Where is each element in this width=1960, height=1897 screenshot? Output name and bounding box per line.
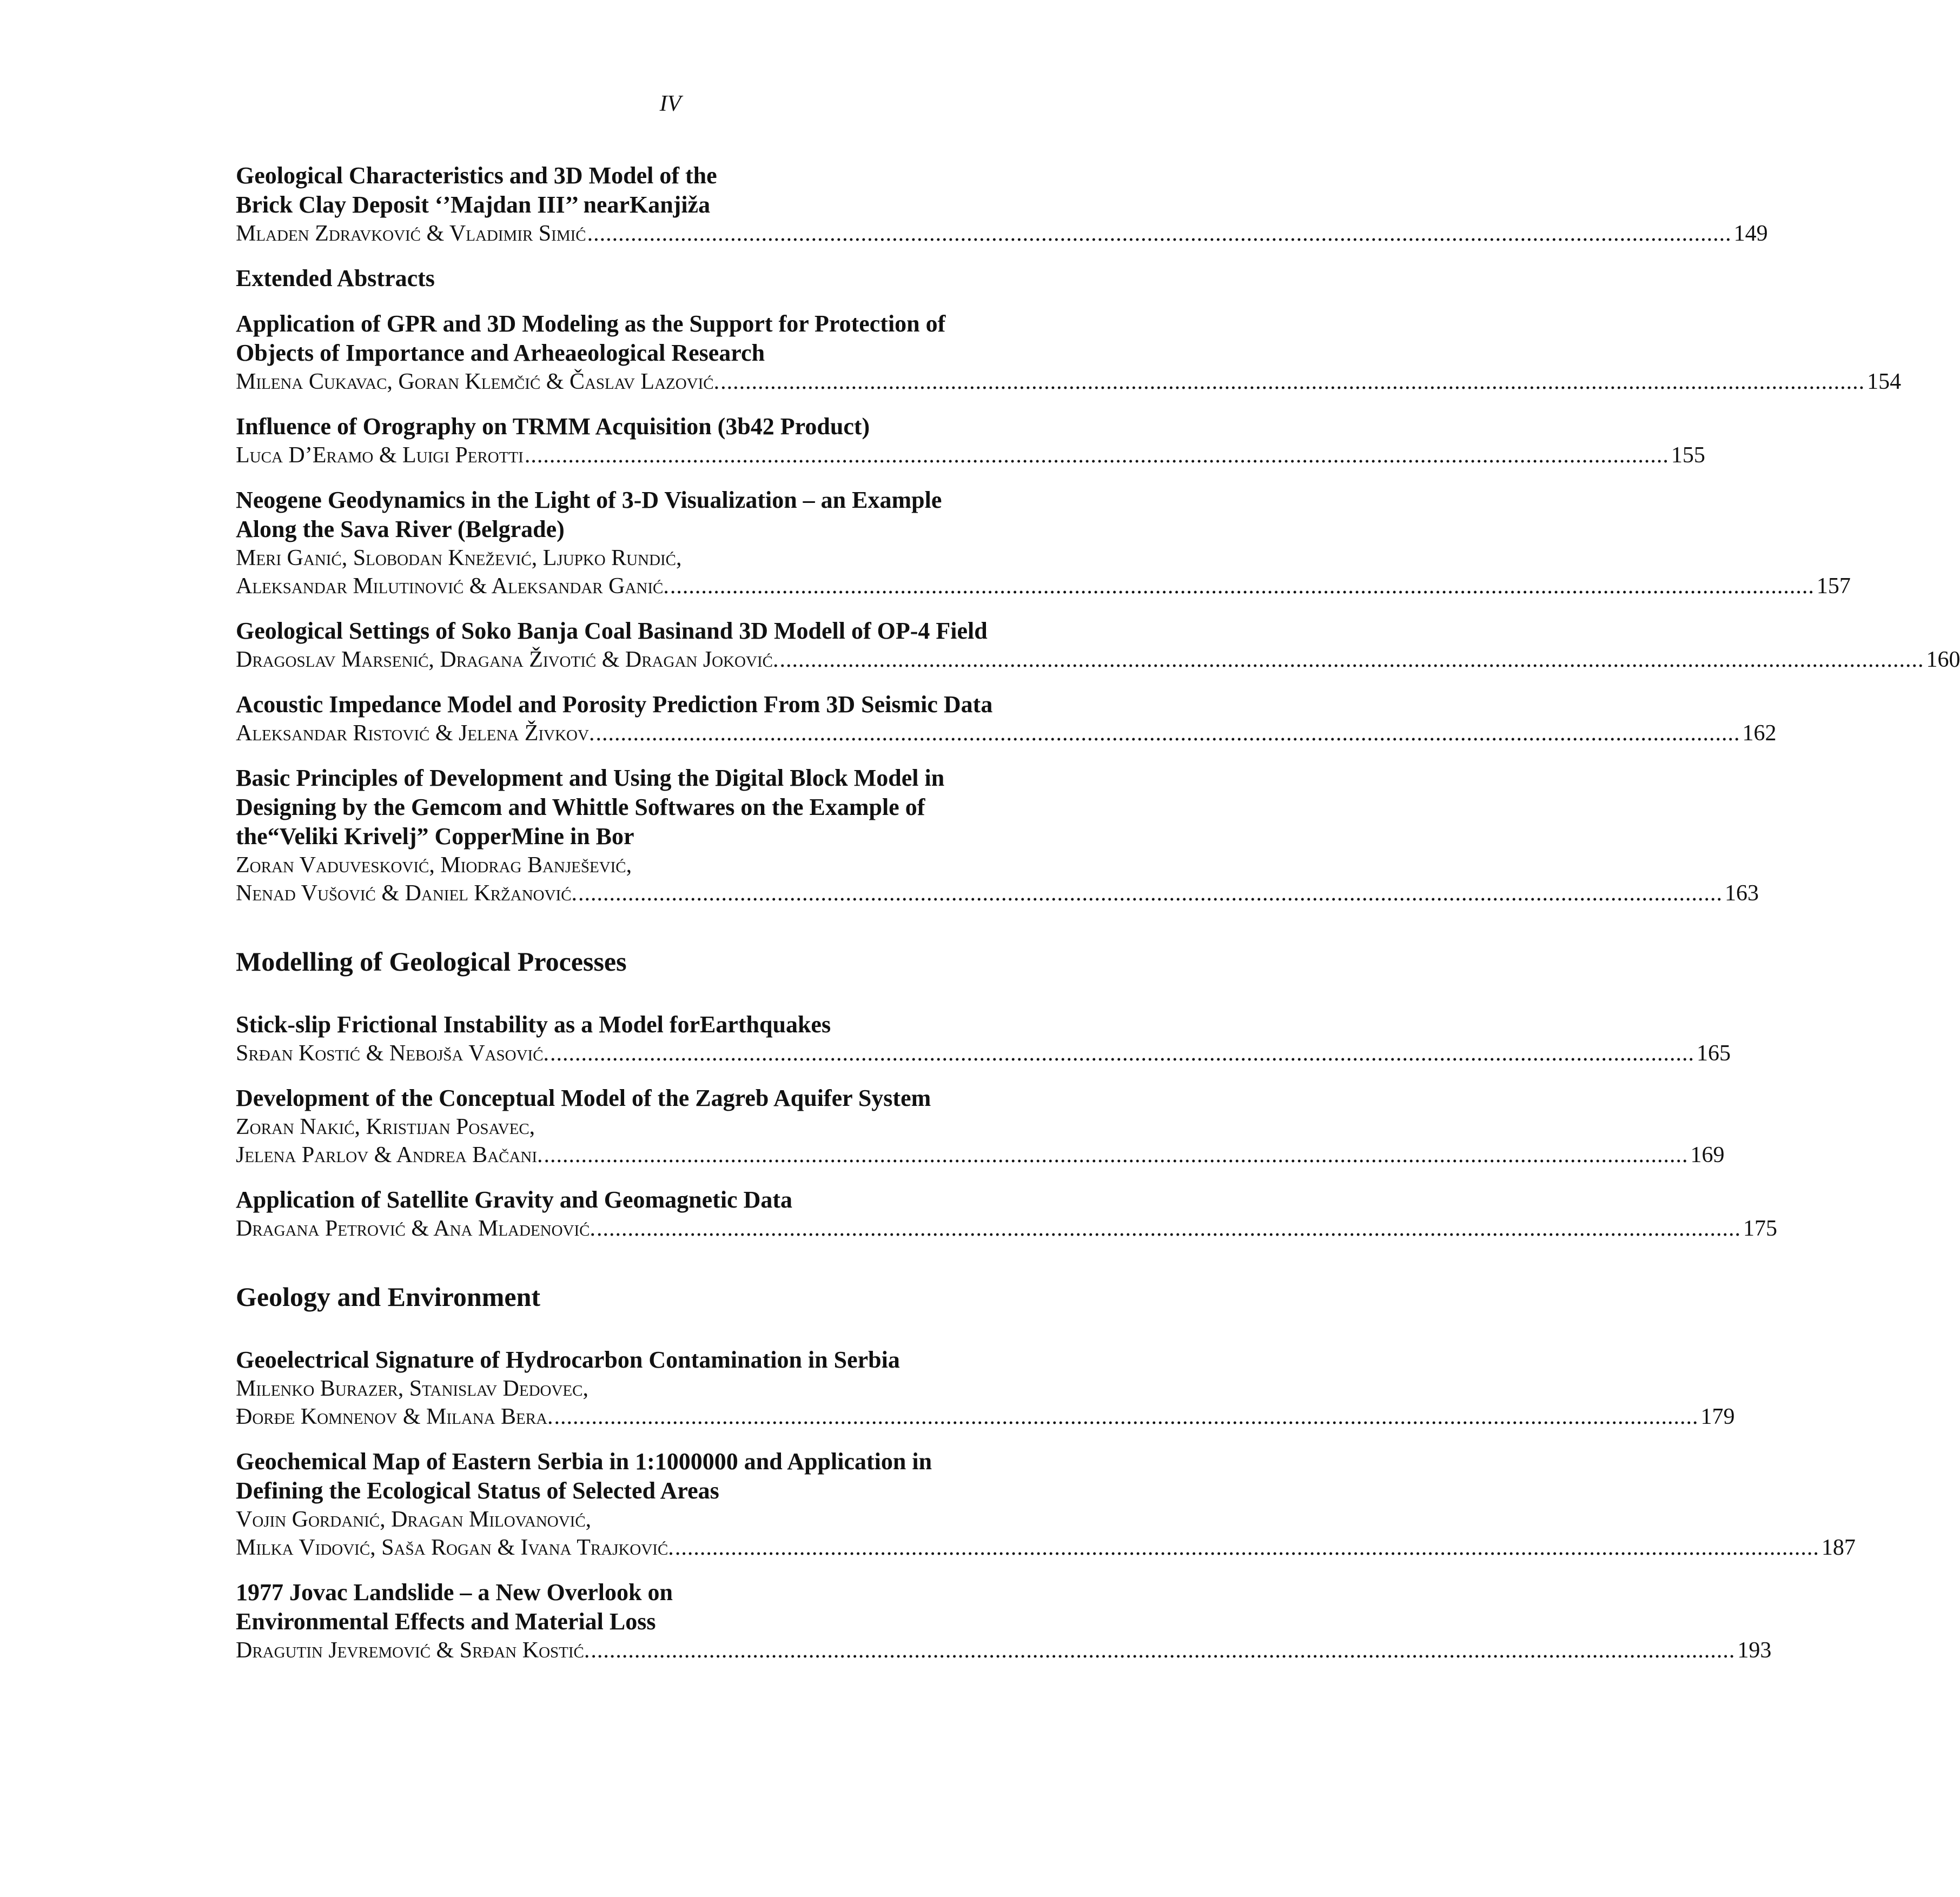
entry-page-number: 160 [1926,647,1960,672]
entry-title-line: Along the Sava River (Belgrade) [236,516,565,542]
toc-entry[interactable] [236,161,1768,248]
toc-entry[interactable] [236,690,1777,747]
entry-page-number: 165 [1697,1041,1731,1066]
entry-authors-text: Milena Cukavac, Goran Klemčić & Časlav Lazović. [236,369,720,394]
section-heading: Modelling of Geological Processes [236,946,627,977]
entry-title [236,309,1100,368]
table-of-contents [236,161,1960,1681]
entry-authors-text: Milka Vidović, Saša Rogan & Ivana Trajković. [236,1535,674,1560]
entry-title [236,1345,1100,1375]
entry-title-line: Objects of Importance and Arheaeological Research [236,340,765,366]
entry-title-line: Neogene Geodynamics in the Light of 3-D Visualization – an Example [236,487,942,513]
entry-authors-line [236,441,1705,469]
entry-authors [236,1375,1735,1431]
entry-page-number: 187 [1821,1535,1856,1560]
dot-leader: ........................................................................................................................................................................................ [578,881,1723,906]
entry-authors [236,1113,1725,1169]
entry-title-line: Geological Characteristics and 3D Model of the [236,162,717,189]
entry-authors-line [236,1636,1772,1664]
entry-authors-text: Nenad Vušović & Daniel Kržanović. [236,881,578,906]
entry-authors-line [236,1141,1725,1169]
entry-title [236,1578,1100,1636]
toc-entry[interactable] [236,1447,1856,1562]
entry-page-number: 157 [1816,574,1851,599]
dot-leader: ........................................................................................................................................................................................ [596,1216,1741,1241]
entry-title [236,486,1100,544]
entry-authors-line [236,1403,1735,1431]
dot-leader: ........................................................................................................................................................................................ [779,647,1924,672]
entry-page-number: 155 [1671,443,1705,468]
entry-title-line: Application of Satellite Gravity and Geomagnetic Data [236,1186,793,1213]
entry-page-number: 179 [1700,1404,1735,1429]
entry-title [236,1084,1100,1113]
entry-title-line: the“Veliki Krivelj” CopperMine in Bor [236,823,634,850]
entry-authors-text: Dragutin Jevremović & Srđan Kostić. [236,1638,590,1663]
section-heading: Geology and Environment [236,1282,541,1312]
dot-leader: ........................................................................................................................................................................................ [550,1041,1695,1066]
entry-title [236,161,1100,220]
entry-title-line: Stick-slip Frictional Instability as a Model forEarthquakes [236,1011,831,1038]
entry-authors-line [236,1215,1777,1243]
entry-authors-text: Srđan Kostić & Nebojša Vasović. [236,1041,549,1066]
entry-authors [236,441,1705,469]
entry-title [236,1010,1100,1039]
entry-authors-line [236,220,1768,248]
entry-authors [236,368,1902,396]
dot-leader: ........................................................................................................................................................................................ [595,721,1740,746]
entry-title [236,764,1100,851]
entry-authors-line: Vojin Gordanić, Dragan Milovanović, [236,1507,592,1532]
toc-entry[interactable] [236,1345,1735,1431]
entry-authors [236,719,1777,747]
entry-title-line: Geochemical Map of Eastern Serbia in 1:1000000 and Application in [236,1448,932,1475]
entry-page-number: 149 [1733,221,1768,246]
entry-title [236,1185,1100,1215]
entry-title-line: 1977 Jovac Landslide – a New Overlook on [236,1579,673,1606]
entry-authors-text: Aleksandar Ristović & Jelena Živkov. [236,721,595,746]
entry-authors-text: Đorđe Komnenov & Milana Bera. [236,1404,553,1429]
toc-entry[interactable] [236,412,1705,469]
entry-page-number: 154 [1867,369,1902,394]
entry-authors-line [236,368,1902,396]
entry-authors-line [236,719,1777,747]
entry-title [236,616,1100,646]
entry-authors-line [236,879,1759,907]
toc-entry[interactable] [236,1185,1777,1243]
toc-entry[interactable] [236,1578,1772,1664]
toc-entry[interactable] [236,486,1851,600]
entry-title-line: Influence of Orography on TRMM Acquisition (3b42 Product) [236,413,870,440]
entry-title-line: Defining the Ecological Status of Selected Areas [236,1477,719,1504]
entry-authors-text: Jelena Parlov & Andrea Bačani. [236,1143,543,1168]
entry-authors-text: Mladen Zdravković & Vladimir Simić [236,221,586,246]
entry-page-number: 175 [1743,1216,1777,1241]
entry-title-line: Development of the Conceptual Model of the Zagreb Aquifer System [236,1085,931,1111]
entry-authors-line [236,572,1851,600]
entry-page-number: 169 [1690,1143,1725,1168]
entry-title [236,412,1100,441]
entry-page-number: 163 [1725,881,1759,906]
entry-title-line: Geoelectrical Signature of Hydrocarbon Contamination in Serbia [236,1347,900,1373]
entry-authors [236,1636,1772,1664]
entry-authors-text: Dragoslav Marsenić, Dragana Životić & Dragan Joković. [236,647,779,672]
toc-entry[interactable] [236,764,1759,907]
dot-leader: ........................................................................................................................................................................................ [591,1638,1736,1663]
entry-page-number: 162 [1742,721,1777,746]
entry-authors [236,851,1759,907]
dot-leader: ........................................................................................................................................................................................ [720,369,1865,394]
entry-authors-text: Luca D’Eramo & Luigi Perotti [236,443,524,468]
entry-authors [236,1215,1777,1243]
page-number: IV [659,91,681,116]
entry-authors-line: Milenko Burazer, Stanislav Dedovec, [236,1376,588,1401]
entry-title-line: Geological Settings of Soko Banja Coal Basinand 3D Modell of OP-4 Field [236,618,988,644]
subsection-heading: Extended Abstracts [236,265,435,291]
entry-authors-text: Aleksandar Milutinović & Aleksandar Ganić. [236,574,669,599]
entry-authors [236,220,1768,248]
entry-authors-line [236,646,1960,674]
entry-authors-line: Zoran Vaduvesković, Miodrag Banješević, [236,853,632,878]
entry-title-line: Application of GPR and 3D Modeling as the Support for Protection of [236,310,946,337]
entry-title-line: Acoustic Impedance Model and Porosity Prediction From 3D Seismic Data [236,691,993,718]
entry-title [236,1447,1100,1505]
dot-leader: ........................................................................................................................................................................................ [554,1404,1699,1429]
entry-authors-line: Meri Ganić, Slobodan Knežević, Ljupko Rundić, [236,546,682,571]
dot-leader: ........................................................................................................................................................................................ [674,1535,1819,1560]
entry-authors-line: Zoran Nakić, Kristijan Posavec, [236,1115,535,1139]
entry-authors-line [236,1039,1731,1067]
dot-leader: ........................................................................................................................................................................................ [670,574,1815,599]
toc-entry[interactable] [236,309,1902,396]
entry-authors [236,1505,1856,1562]
entry-authors [236,544,1851,600]
dot-leader: ........................................................................................................................................................................................ [524,443,1669,468]
toc-entry[interactable] [236,1084,1725,1169]
toc-entry[interactable] [236,616,1960,674]
entry-authors [236,646,1960,674]
dot-leader: ........................................................................................................................................................................................ [587,221,1732,246]
toc-entry[interactable] [236,1010,1731,1067]
entry-title [236,690,1100,719]
entry-title-line: Designing by the Gemcom and Whittle Softwares on the Example of [236,794,925,820]
entry-title-line: Brick Clay Deposit ‘’Majdan III’’ nearKanjiža [236,191,711,218]
entry-page-number: 193 [1737,1638,1772,1663]
entry-title-line: Basic Principles of Development and Using the Digital Block Model in [236,765,945,791]
dot-leader: ........................................................................................................................................................................................ [544,1143,1688,1168]
entry-authors-text: Dragana Petrović & Ana Mladenović. [236,1216,595,1241]
entry-authors [236,1039,1731,1067]
entry-title-line: Environmental Effects and Material Loss [236,1608,656,1635]
entry-authors-line [236,1534,1856,1562]
